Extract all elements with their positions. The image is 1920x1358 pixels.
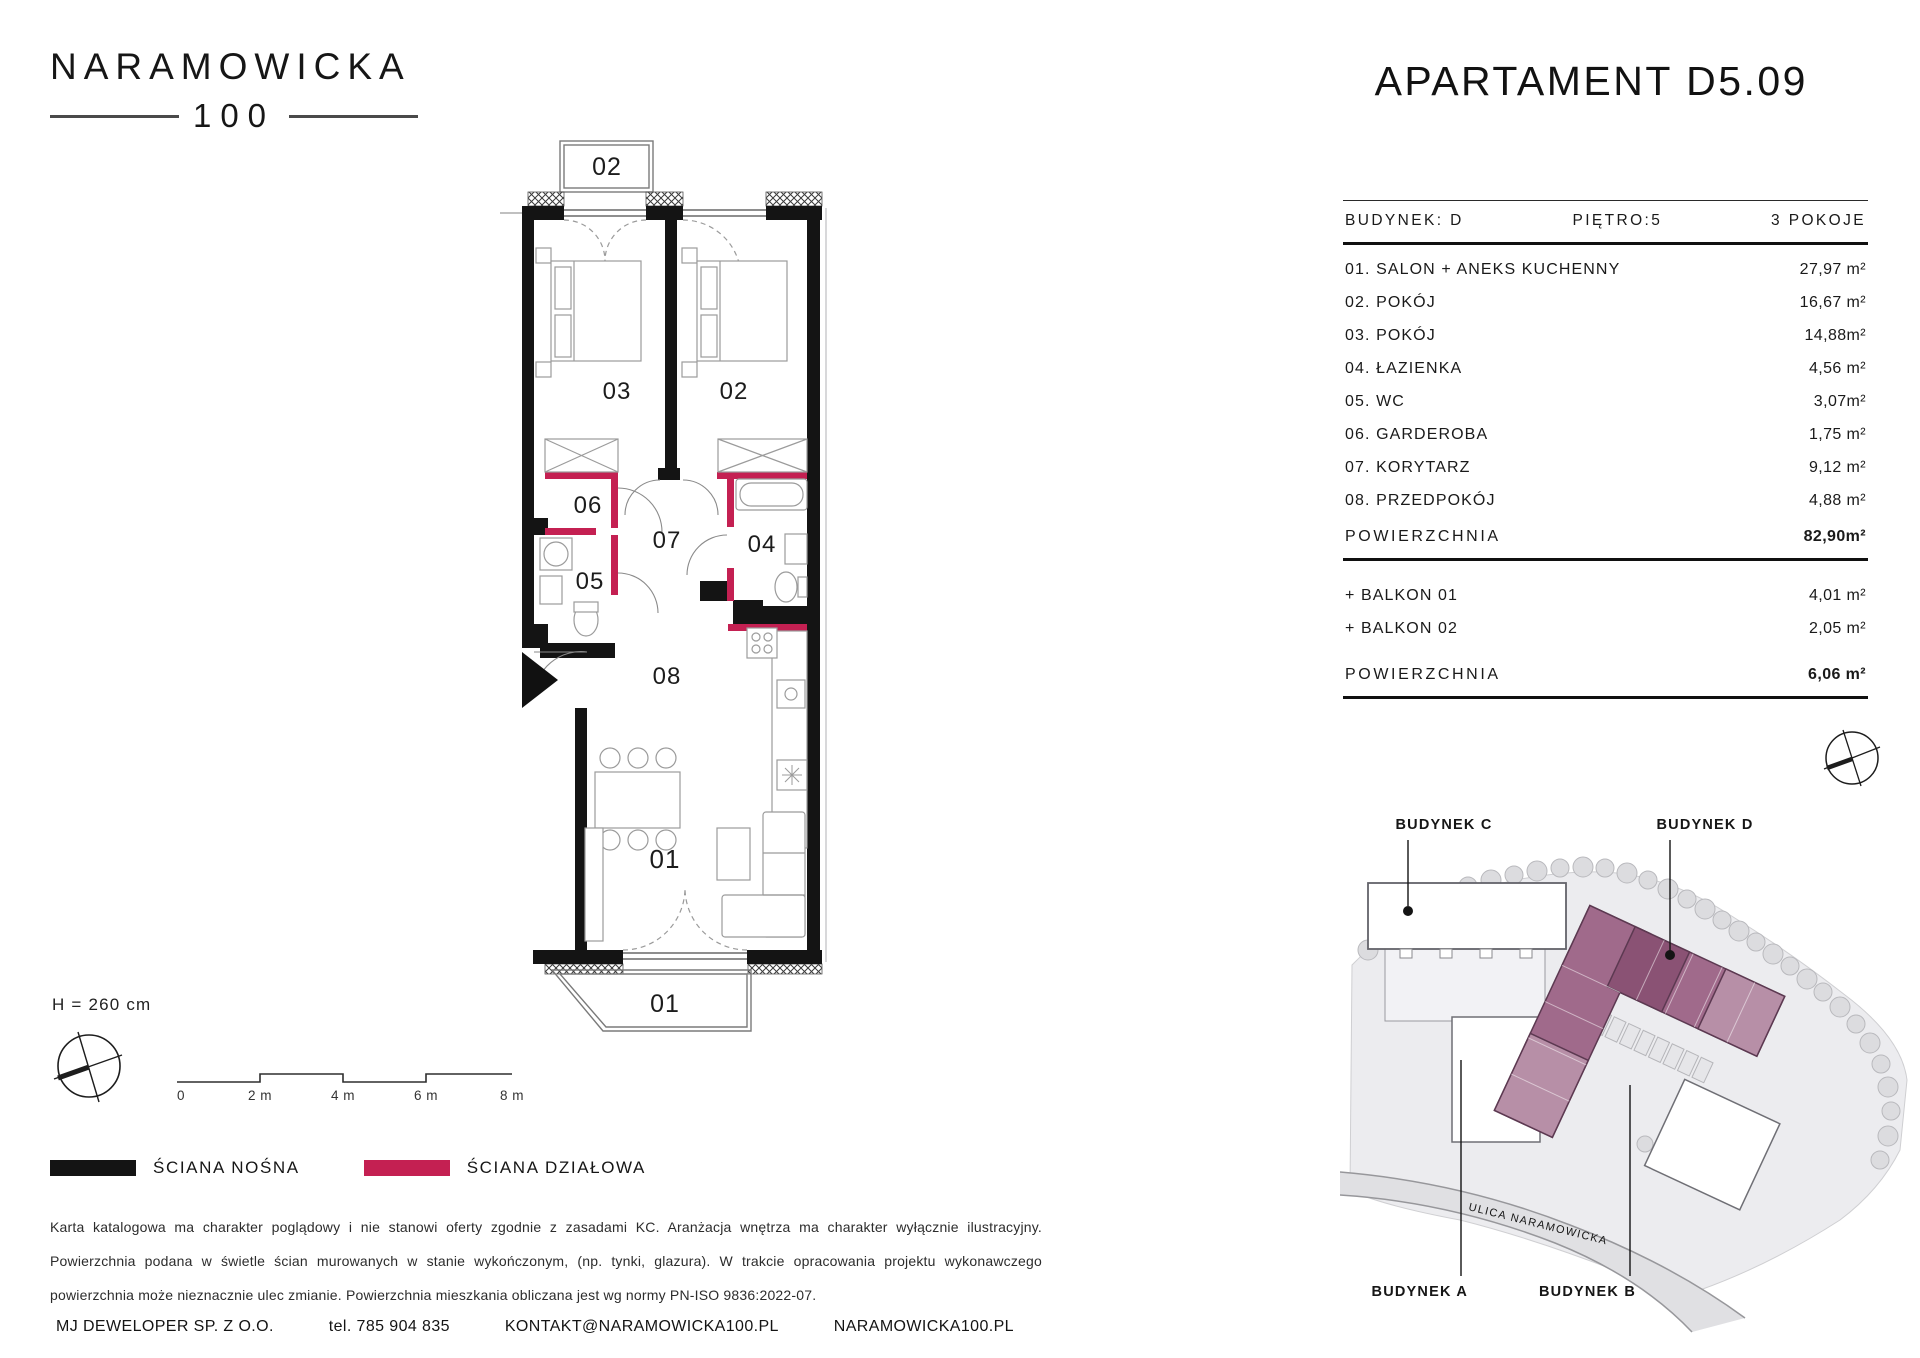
brand-number: 100 <box>192 97 276 134</box>
room-area: 14,88m² <box>1804 326 1866 344</box>
legend-label: ŚCIANA NOŚNA <box>153 1158 300 1177</box>
entrance-arrow <box>522 652 558 708</box>
room-name: 07. KORYTARZ <box>1345 458 1471 476</box>
balcony-area: 4,01 m² <box>1808 586 1866 604</box>
table-row <box>1343 253 1868 286</box>
table-row <box>1343 612 1868 645</box>
table-row <box>1343 286 1868 319</box>
room-label-04: 04 <box>747 531 777 558</box>
room-label-01: 01 <box>649 844 681 874</box>
floor-plan <box>500 128 860 1058</box>
room-label-06: 06 <box>573 492 603 519</box>
room-area: 1,75 m² <box>1808 425 1866 443</box>
balcony-rows <box>1343 579 1868 645</box>
balcony-area: 2,05 m² <box>1808 619 1866 637</box>
balcony-total-row <box>1343 655 1868 699</box>
room-name: 04. ŁAZIENKA <box>1345 359 1463 377</box>
building-label: BUDYNEK: D <box>1345 212 1464 229</box>
scale-tick: 8 m <box>499 1088 525 1103</box>
balcony-total-label: POWIERZCHNIA <box>1345 666 1501 683</box>
ceiling-height-note: H = 260 cm <box>52 995 152 1014</box>
brand-logo <box>50 46 418 135</box>
total-area-value: 82,90m² <box>1803 528 1866 545</box>
room-area: 16,67 m² <box>1799 293 1866 311</box>
building-a-label: BUDYNEK A <box>1371 1284 1468 1300</box>
room-area: 4,56 m² <box>1808 359 1866 377</box>
disclaimer-text: Karta katalogowa ma charakter poglądowy i nie stanowi oferty zgodnie z zasadami KC. Aranżacja wnętrza ma charakter wyłącznie ilustracyjny. Powierzchnia podana w świetle ścian murowanych w stanie wykończonym, (np. tynki, glazura). W trakcie opracowania projektu wykonawczego powierzchnia może nieznacznie ulec zmianie. Powierzchnia mieszkania obliczana jest wg normy PN-ISO 9836:2022-07. <box>50 1219 1042 1303</box>
building-d-label: BUDYNEK D <box>1656 817 1754 833</box>
room-name: 08. PRZEDPOKÓJ <box>1345 491 1496 509</box>
room-label-02: 02 <box>719 378 749 405</box>
summary-header-row <box>1343 200 1868 245</box>
legend-partition <box>364 1158 646 1178</box>
phone-link[interactable]: tel. 785 904 835 <box>328 1318 450 1335</box>
brand-line-right <box>289 115 418 118</box>
legend-load-bearing <box>50 1158 300 1178</box>
room-label-07: 07 <box>652 527 682 554</box>
brand-line-left <box>50 115 179 118</box>
load-bearing-swatch <box>50 1160 136 1176</box>
compass-icon <box>46 1022 132 1108</box>
room-area: 4,88 m² <box>1808 491 1866 509</box>
total-area-row <box>1343 517 1868 561</box>
table-row <box>1343 484 1868 517</box>
balcony-01-label: 01 <box>650 990 680 1018</box>
table-row <box>1343 579 1868 612</box>
website-link[interactable]: NARAMOWICKA100.PL <box>833 1318 1014 1335</box>
room-name: 06. GARDEROBA <box>1345 425 1489 443</box>
site-plan <box>1340 712 1920 1358</box>
balcony-02-label: 02 <box>592 153 622 181</box>
street-name: ULICA NARAMOWICKA <box>1467 1201 1609 1248</box>
page-title: APARTAMENT D5.09 <box>1374 58 1808 104</box>
brand-name: NARAMOWICKA <box>50 46 411 87</box>
room-name: 05. WC <box>1345 392 1405 410</box>
room-name: 01. SALON + ANEKS KUCHENNY <box>1345 260 1621 278</box>
scale-tick: 4 m <box>330 1088 356 1103</box>
scale-tick: 0 <box>177 1088 186 1103</box>
room-label-05: 05 <box>575 568 605 595</box>
room-name: 03. POKÓJ <box>1345 326 1436 344</box>
legend-label: ŚCIANA DZIAŁOWA <box>466 1158 646 1177</box>
table-row <box>1343 319 1868 352</box>
room-name: 02. POKÓJ <box>1345 293 1436 311</box>
footer <box>56 1318 1014 1336</box>
table-row <box>1343 352 1868 385</box>
table-row <box>1343 451 1868 484</box>
balcony-name: + BALKON 02 <box>1345 619 1459 637</box>
site-compass-icon <box>1824 730 1880 786</box>
total-area-label: POWIERZCHNIA <box>1345 528 1501 545</box>
table-row <box>1343 385 1868 418</box>
scale-bar <box>172 1052 532 1108</box>
wall-legend <box>50 1158 646 1178</box>
room-area: 3,07m² <box>1813 392 1866 410</box>
building-c-label: BUDYNEK C <box>1395 817 1493 833</box>
room-area: 9,12 m² <box>1808 458 1866 476</box>
brand-number-row <box>50 97 418 135</box>
table-row <box>1343 418 1868 451</box>
room-label-03: 03 <box>602 378 632 405</box>
email-link[interactable]: KONTAKT@NARAMOWICKA100.PL <box>504 1318 779 1335</box>
apartment-summary-table <box>1343 200 1868 699</box>
partition-swatch <box>364 1160 450 1176</box>
balcony-total-value: 6,06 m² <box>1808 666 1866 683</box>
balcony-name: + BALKON 01 <box>1345 586 1459 604</box>
room-label-08: 08 <box>652 663 682 690</box>
room-area: 27,97 m² <box>1799 260 1866 278</box>
company-name: MJ DEWELOPER SP. Z O.O. <box>56 1318 274 1335</box>
scale-tick: 6 m <box>413 1088 439 1103</box>
floor-label: PIĘTRO:5 <box>1572 212 1663 229</box>
rooms-count-label: 3 POKOJE <box>1770 212 1866 229</box>
building-b-label: BUDYNEK B <box>1539 1284 1636 1300</box>
room-rows <box>1343 253 1868 517</box>
scale-tick: 2 m <box>247 1088 273 1103</box>
door-arcs <box>534 480 727 696</box>
